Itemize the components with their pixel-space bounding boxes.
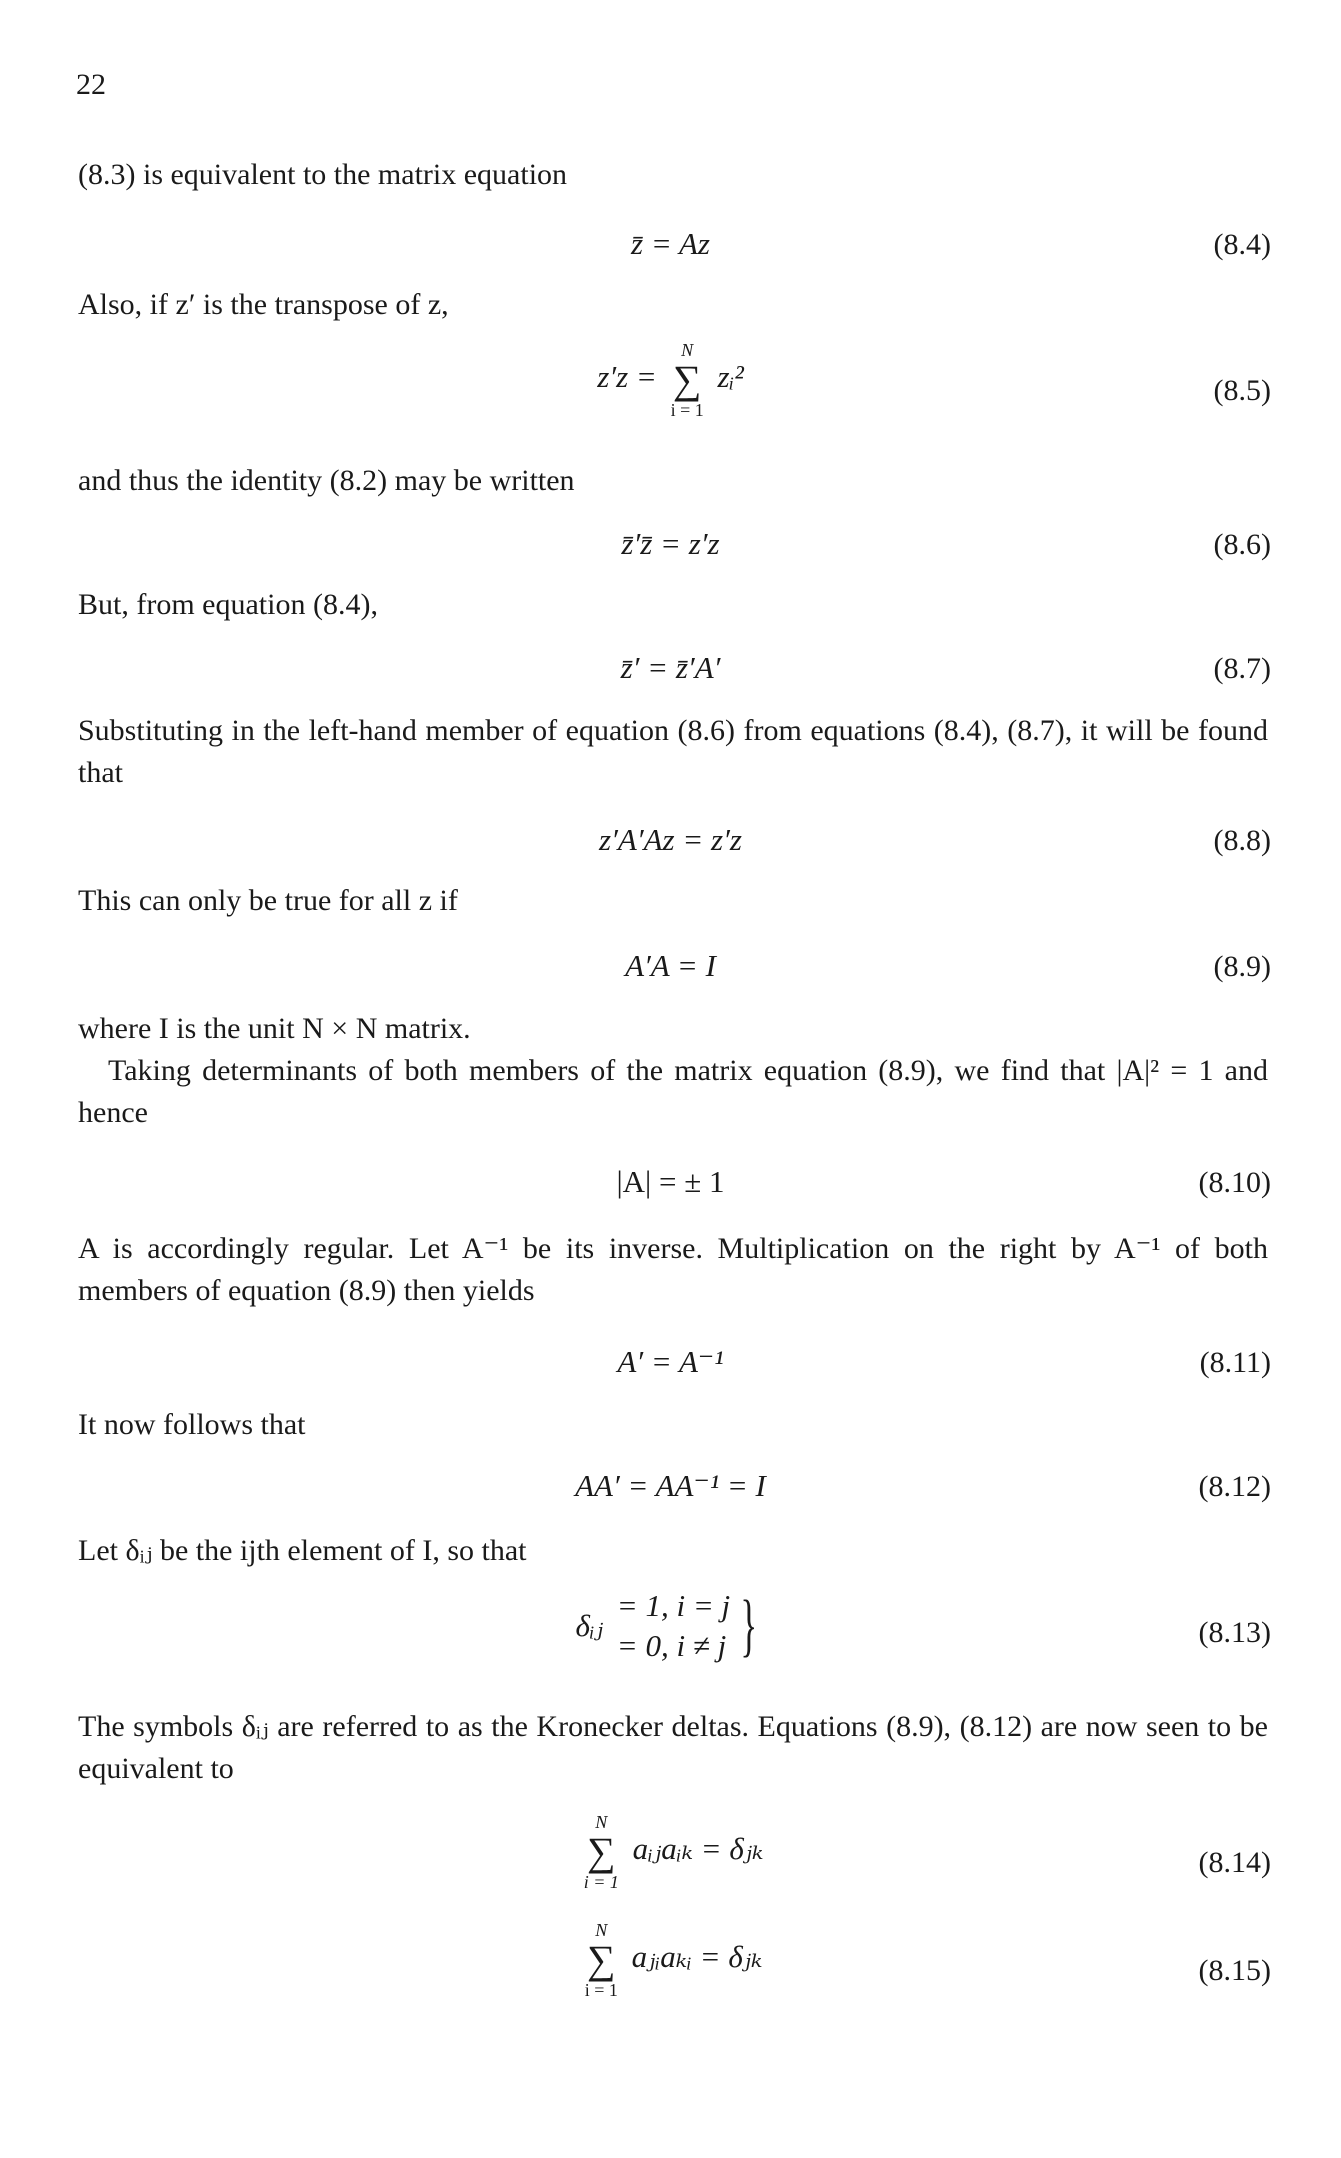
equation-8-14-number: (8.14) bbox=[1198, 1846, 1271, 1879]
paragraph-6: This can only be true for all z if bbox=[78, 884, 458, 917]
sum-symbol: ∑ bbox=[587, 1937, 616, 1982]
equation-8-10-body: |A| = ± 1 bbox=[616, 1164, 725, 1199]
equation-8-6-body: z̄′z̄ = z′z bbox=[621, 526, 720, 561]
equation-8-4-body: z̄ = Az bbox=[631, 226, 710, 261]
equation-8-11-body: A′ = A⁻¹ bbox=[617, 1344, 724, 1379]
sum-lower-limit: i = 1 bbox=[584, 1980, 618, 2000]
equation-8-10-number: (8.10) bbox=[1198, 1166, 1271, 1199]
sum-upper-limit: N bbox=[681, 340, 694, 360]
sum-symbol: ∑ bbox=[672, 357, 702, 402]
equation-8-12 bbox=[0, 1464, 1341, 1524]
case-not-equal: = 0, i ≠ j bbox=[616, 1628, 727, 1663]
equation-8-7-body: z̄′ = z̄′A′ bbox=[620, 650, 721, 685]
equation-8-4 bbox=[0, 220, 1341, 280]
equation-8-12-body: AA′ = AA⁻¹ = I bbox=[575, 1468, 766, 1503]
equation-8-12-number: (8.12) bbox=[1198, 1470, 1271, 1503]
paragraph-4: But, from equation (8.4), bbox=[78, 588, 378, 621]
equation-8-9-number: (8.9) bbox=[1213, 950, 1271, 983]
paragraph-11: Let δᵢⱼ be the ijth element of I, so that bbox=[78, 1534, 527, 1567]
equation-8-5-rhs: zᵢ² bbox=[717, 359, 744, 395]
equation-8-13-number: (8.13) bbox=[1198, 1616, 1271, 1649]
sum-lower-limit: i = 1 bbox=[670, 400, 704, 420]
page-number: 22 bbox=[76, 68, 106, 101]
sum-upper-limit: N bbox=[595, 1920, 608, 1940]
summation-8-5 bbox=[671, 340, 704, 420]
paragraph-1: (8.3) is equivalent to the matrix equation bbox=[78, 158, 568, 191]
sum-upper-limit: N bbox=[595, 1812, 608, 1832]
paragraph-12: The symbols δᵢⱼ are referred to as the Kronecker deltas. Equations (8.9), (8.12) are now seen to be equivalent to bbox=[78, 1710, 1268, 1785]
equation-8-15 bbox=[0, 1920, 1341, 2020]
equation-8-14 bbox=[0, 1812, 1341, 1912]
equation-8-5 bbox=[0, 340, 1341, 440]
equation-8-11 bbox=[0, 1340, 1341, 1400]
paragraph-8: Taking determinants of both members of the matrix equation (8.9), we find that |A|² = 1 and hence bbox=[78, 1054, 1268, 1129]
summation-8-14 bbox=[584, 1812, 619, 1892]
equation-8-8-body: z′A′Az = z′z bbox=[599, 822, 742, 857]
equation-8-10 bbox=[0, 1160, 1341, 1220]
paragraph-9: A is accordingly regular. Let A⁻¹ be its inverse. Multiplication on the right by A⁻¹ of both members of equation (8.9) then yields bbox=[78, 1232, 1268, 1307]
equation-8-7-number: (8.7) bbox=[1213, 652, 1271, 685]
case-equal: = 1, i = j bbox=[616, 1588, 731, 1623]
equation-8-8-number: (8.8) bbox=[1213, 824, 1271, 857]
paragraph-3: and thus the identity (8.2) may be written bbox=[78, 464, 575, 497]
sum-symbol: ∑ bbox=[587, 1829, 616, 1874]
paragraph-2: Also, if z′ is the transpose of z, bbox=[78, 288, 449, 321]
sum-lower-limit: i = 1 bbox=[583, 1872, 619, 1892]
equation-8-6-number: (8.6) bbox=[1213, 528, 1271, 561]
kronecker-delta-symbol: δᵢⱼ bbox=[575, 1608, 604, 1643]
equation-8-15-number: (8.15) bbox=[1198, 1954, 1271, 1987]
equation-8-11-number: (8.11) bbox=[1199, 1346, 1271, 1379]
equation-8-5-lhs: z′z = bbox=[597, 359, 657, 395]
paragraph-10: It now follows that bbox=[78, 1408, 306, 1441]
equation-8-6 bbox=[0, 522, 1341, 582]
equation-8-9 bbox=[0, 944, 1341, 1004]
equation-8-14-body: aᵢⱼaᵢₖ = δⱼₖ bbox=[632, 1831, 764, 1867]
paragraph-7: where I is the unit N × N matrix. bbox=[78, 1012, 471, 1045]
equation-8-15-body: aⱼᵢaₖᵢ = δⱼₖ bbox=[631, 1939, 763, 1975]
equation-8-9-body: A′A = I bbox=[625, 948, 716, 983]
equation-8-7 bbox=[0, 646, 1341, 706]
equation-8-8 bbox=[0, 818, 1341, 878]
cases-block bbox=[617, 1586, 730, 1666]
summation-8-15 bbox=[585, 1920, 618, 2000]
equation-8-5-number: (8.5) bbox=[1213, 374, 1271, 407]
paragraph-5: Substituting in the left-hand member of equation (8.6) from equations (8.4), (8.7), it will be found that bbox=[78, 714, 1268, 789]
equation-8-13 bbox=[0, 1586, 1341, 1686]
right-brace: } bbox=[740, 1587, 758, 1664]
equation-8-4-number: (8.4) bbox=[1213, 228, 1271, 261]
